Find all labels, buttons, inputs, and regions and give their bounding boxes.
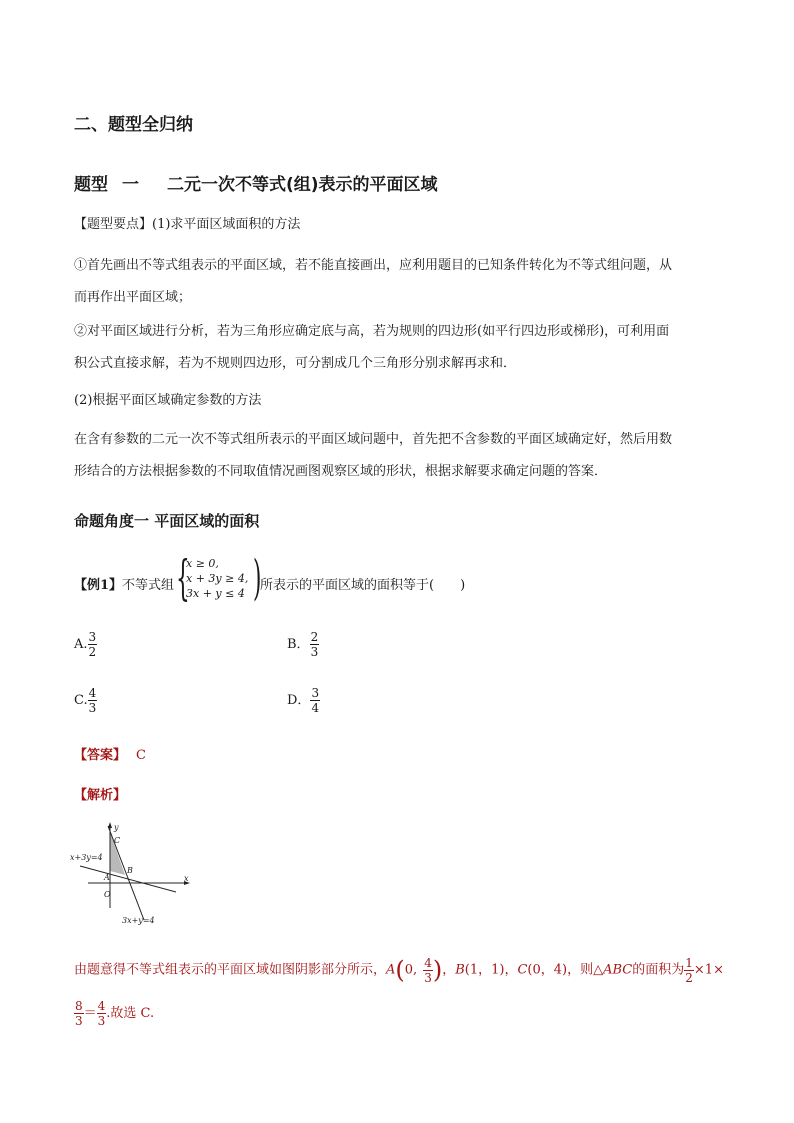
eight-thirds-fraction: [74, 999, 84, 1028]
point-b-coords: (1，1)，: [464, 962, 518, 978]
example-label: [74, 574, 174, 593]
fraction-numerator: 1: [685, 955, 693, 970]
fraction-numerator: 3: [311, 686, 320, 700]
paragraph-line: ②对平面区域进行分析，若为三角形应确定底与高，若为规则的四边形(如平行四边形或梯形)，可利用面: [74, 324, 670, 339]
analysis-label: 【解析】: [74, 788, 127, 803]
option-letter: C.: [74, 693, 88, 708]
type-number: 一: [122, 175, 139, 195]
key-points-title-line: [74, 215, 300, 235]
answer-label: 【答案】: [74, 748, 127, 763]
x-axis-label: x: [184, 874, 189, 883]
inequality-system: [186, 556, 248, 601]
triangle-name: ABC: [603, 962, 633, 978]
key-points-paragraph-3: [74, 424, 724, 488]
option-letter: A.: [74, 637, 88, 652]
solution-line-2: [74, 996, 154, 1032]
paragraph-line: 形结合的方法根据参数的不同取值情况画图观察区域的形状，根据求解要求确定问题的答案．: [74, 464, 608, 479]
fraction-numerator: 3: [88, 630, 97, 644]
fraction-denominator: 2: [685, 970, 693, 985]
inequality-line: x ≥ 0,: [186, 557, 219, 570]
half-fraction: [684, 956, 694, 985]
solution-line-1: 由题意得不等式组表示的平面区域如图阴影部分所示，A(0, $\frac{4}{3}$ )，B(1，1)，C(0，4)，则△ABC的面积为 $\frac{1}{2}$ ×1×: [74, 955, 724, 985]
fraction-numerator: 4: [88, 686, 97, 700]
result-fraction: [97, 999, 107, 1028]
option-letter: B．: [287, 637, 310, 652]
fraction-denominator: 4: [311, 701, 320, 715]
fraction-denominator: 3: [97, 1014, 106, 1028]
point-a-y-fraction: [423, 956, 433, 985]
example-tag: 【例1】: [74, 578, 123, 593]
example-stem-after: 所表示的平面区域的面积等于( ): [260, 578, 466, 593]
inequality-line: 3x + y ≤ 4: [186, 587, 245, 600]
section-heading: 二、题型全归纳: [74, 115, 193, 135]
fraction-denominator: 2: [88, 645, 97, 659]
fraction-numerator: 8: [75, 999, 83, 1013]
point-a-label: A: [104, 873, 110, 882]
fraction-numerator: 4: [97, 999, 106, 1013]
key-points-label: 【题型要点】: [74, 217, 153, 232]
example-stem-before: 不等式组: [122, 578, 175, 593]
fraction-denominator: 3: [75, 1014, 83, 1028]
key-points-paragraph-1: [74, 250, 724, 314]
point-c-name: C: [517, 962, 528, 978]
point-c-coords: (0，4)，则△: [527, 962, 604, 978]
option-fraction: [310, 686, 320, 715]
answer-line: [74, 744, 146, 763]
point-c-label: C: [114, 836, 121, 845]
paragraph-line: ①首先画出不等式组表示的平面区域，若不能直接画出，应利用题目的已知条件转化为不等式组问题，从: [74, 258, 673, 273]
conclusion-text: .故选 C.: [106, 1006, 155, 1021]
key-points-paragraph-2: [74, 316, 724, 380]
solution-text: 由题意得不等式组表示的平面区域如图阴影部分所示，: [74, 962, 387, 978]
system-left-brace: {: [176, 550, 190, 606]
fraction-denominator: 3: [310, 645, 319, 659]
fraction-numerator: 4: [424, 955, 432, 970]
line1-label: x+3y=4: [70, 853, 103, 862]
type-heading: [74, 170, 438, 195]
paragraph-line: 在含有参数的二元一次不等式组所表示的平面区域问题中，首先把不含参数的平面区域确定好，然后用数: [74, 432, 673, 447]
paragraph-line: 积公式直接求解，若为不规则四边形，可分割成几个三角形分别求解再求和．: [74, 356, 517, 371]
point-b-label: B: [127, 866, 133, 875]
paragraph-line: 而再作出平面区域；: [74, 290, 192, 305]
y-axis-label: y: [114, 823, 119, 832]
equals-sign: ＝: [83, 1006, 97, 1021]
option-fraction: [88, 686, 98, 715]
point-a-name: A: [386, 962, 396, 978]
region-figure: [68, 820, 198, 932]
system-right-bracket: ): [253, 550, 262, 606]
option-a: [74, 630, 97, 659]
option-fraction: [310, 630, 320, 659]
fraction-numerator: 2: [310, 630, 319, 644]
point-b-name: B: [455, 962, 465, 978]
area-text: 的面积为: [632, 962, 685, 978]
fraction-denominator: 3: [88, 701, 97, 715]
point-a-x: 0,: [404, 962, 418, 978]
type-title: 二元一次不等式(组)表示的平面区域: [167, 175, 438, 195]
line2-label: 3x+y=4: [122, 916, 155, 925]
key-points-item1-title: (1)求平面区域面积的方法: [152, 217, 301, 232]
fraction-denominator: 3: [424, 970, 432, 985]
option-d: [287, 686, 320, 715]
inequality-line: x + 3y ≥ 4,: [186, 572, 249, 585]
answer-value: C: [136, 748, 146, 763]
origin-label: O: [104, 890, 111, 899]
times-text: ×1×: [693, 962, 724, 978]
option-fraction: [88, 630, 98, 659]
option-letter: D．: [287, 693, 311, 708]
angle-heading: 命题角度一 平面区域的面积: [74, 512, 260, 530]
option-c: [74, 686, 97, 715]
type-prefix: 题型: [74, 175, 108, 195]
key-points-item2-title: (2)根据平面区域确定参数的方法: [74, 393, 262, 408]
option-b: [287, 630, 319, 659]
